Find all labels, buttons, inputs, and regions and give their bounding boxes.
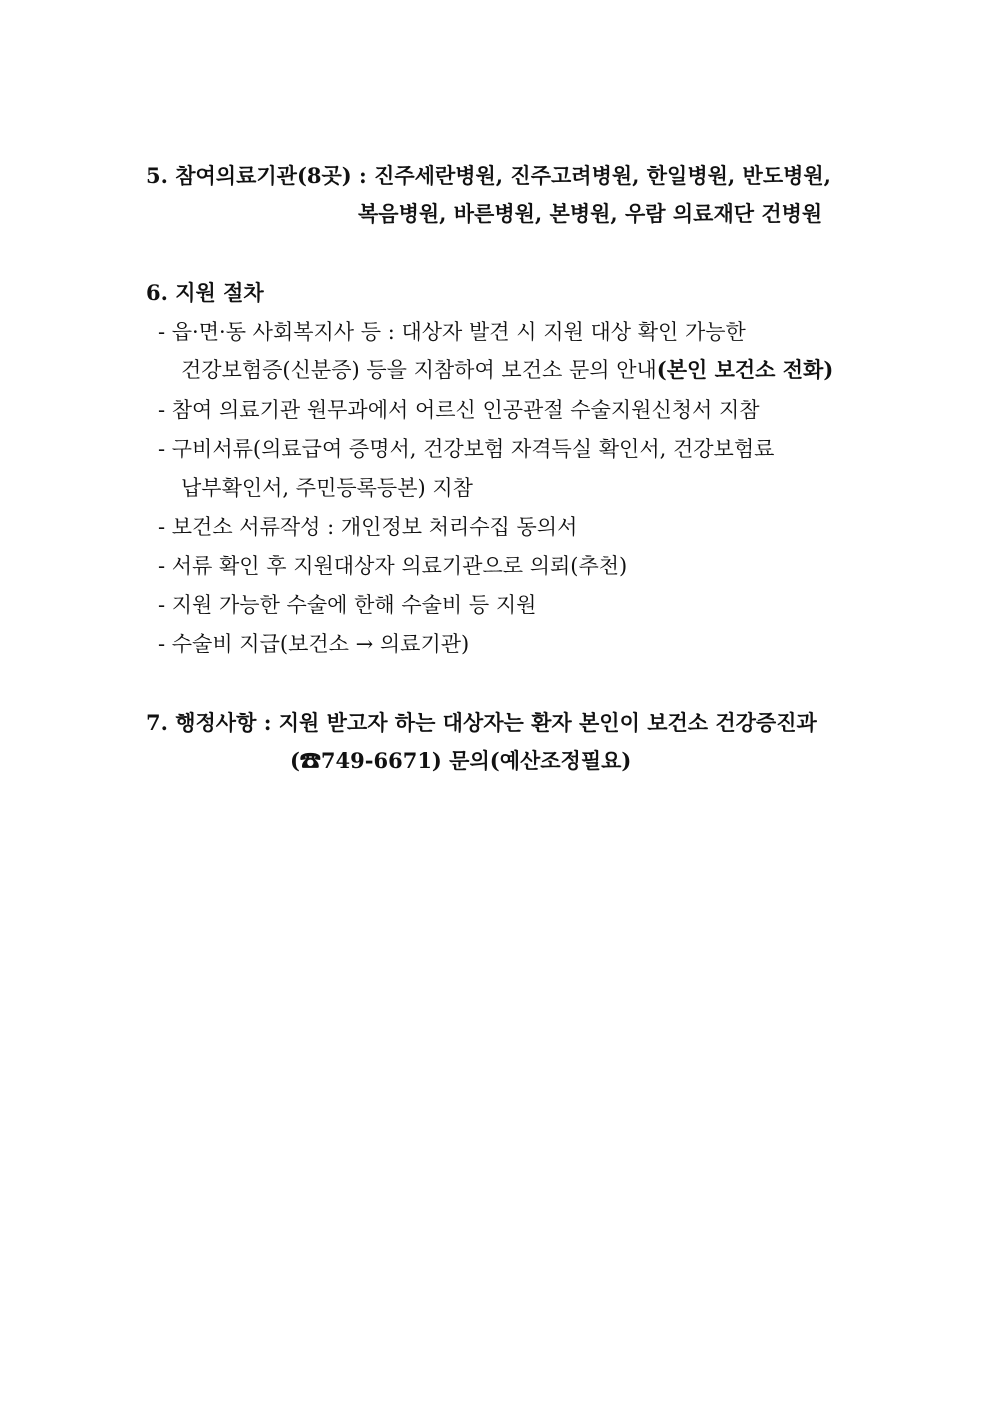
procedure-item-6: - 지원 가능한 수술에 한해 수술비 등 지원 — [158, 593, 537, 617]
section-7-line-2: (☎749-6671) 문의(예산조정필요) — [290, 748, 632, 773]
procedure-item-3-line-1: - 구비서류(의료급여 증명서, 건강보험 자격득실 확인서, 건강보험료 — [158, 437, 775, 461]
procedure-item-1-text: 건강보험증(신분증) 등을 지참하여 보건소 문의 안내 — [181, 358, 657, 382]
section-6-title: 6. 지원 절차 — [146, 280, 264, 305]
section-5-line-1: 5. 참여의료기관(8곳) : 진주세란병원, 진주고려병원, 한일병원, 반도병원, — [146, 163, 831, 188]
procedure-item-1-line-1: - 읍·면·동 사회복지사 등 : 대상자 발견 시 지원 대상 확인 가능한 — [158, 320, 746, 344]
procedure-item-3-line-2: 납부확인서, 주민등록등본) 지참 — [181, 476, 473, 500]
procedure-item-2: - 참여 의료기관 원무과에서 어르신 인공관절 수술지원신청서 지참 — [158, 398, 760, 422]
section-7-line-1: 7. 행정사항 : 지원 받고자 하는 대상자는 환자 본인이 보건소 건강증진과 — [146, 710, 817, 735]
procedure-item-1-emphasis: (본인 보건소 전화) — [656, 357, 834, 382]
procedure-item-7: - 수술비 지급(보건소 → 의료기관) — [158, 632, 470, 656]
procedure-item-1-line-2 — [181, 356, 833, 384]
procedure-item-5: - 서류 확인 후 지원대상자 의료기관으로 의뢰(추천) — [158, 554, 628, 578]
procedure-item-4: - 보건소 서류작성 : 개인정보 처리수집 동의서 — [158, 515, 578, 539]
section-5-line-2: 복음병원, 바른병원, 본병원, 우람 의료재단 건병원 — [358, 201, 823, 226]
